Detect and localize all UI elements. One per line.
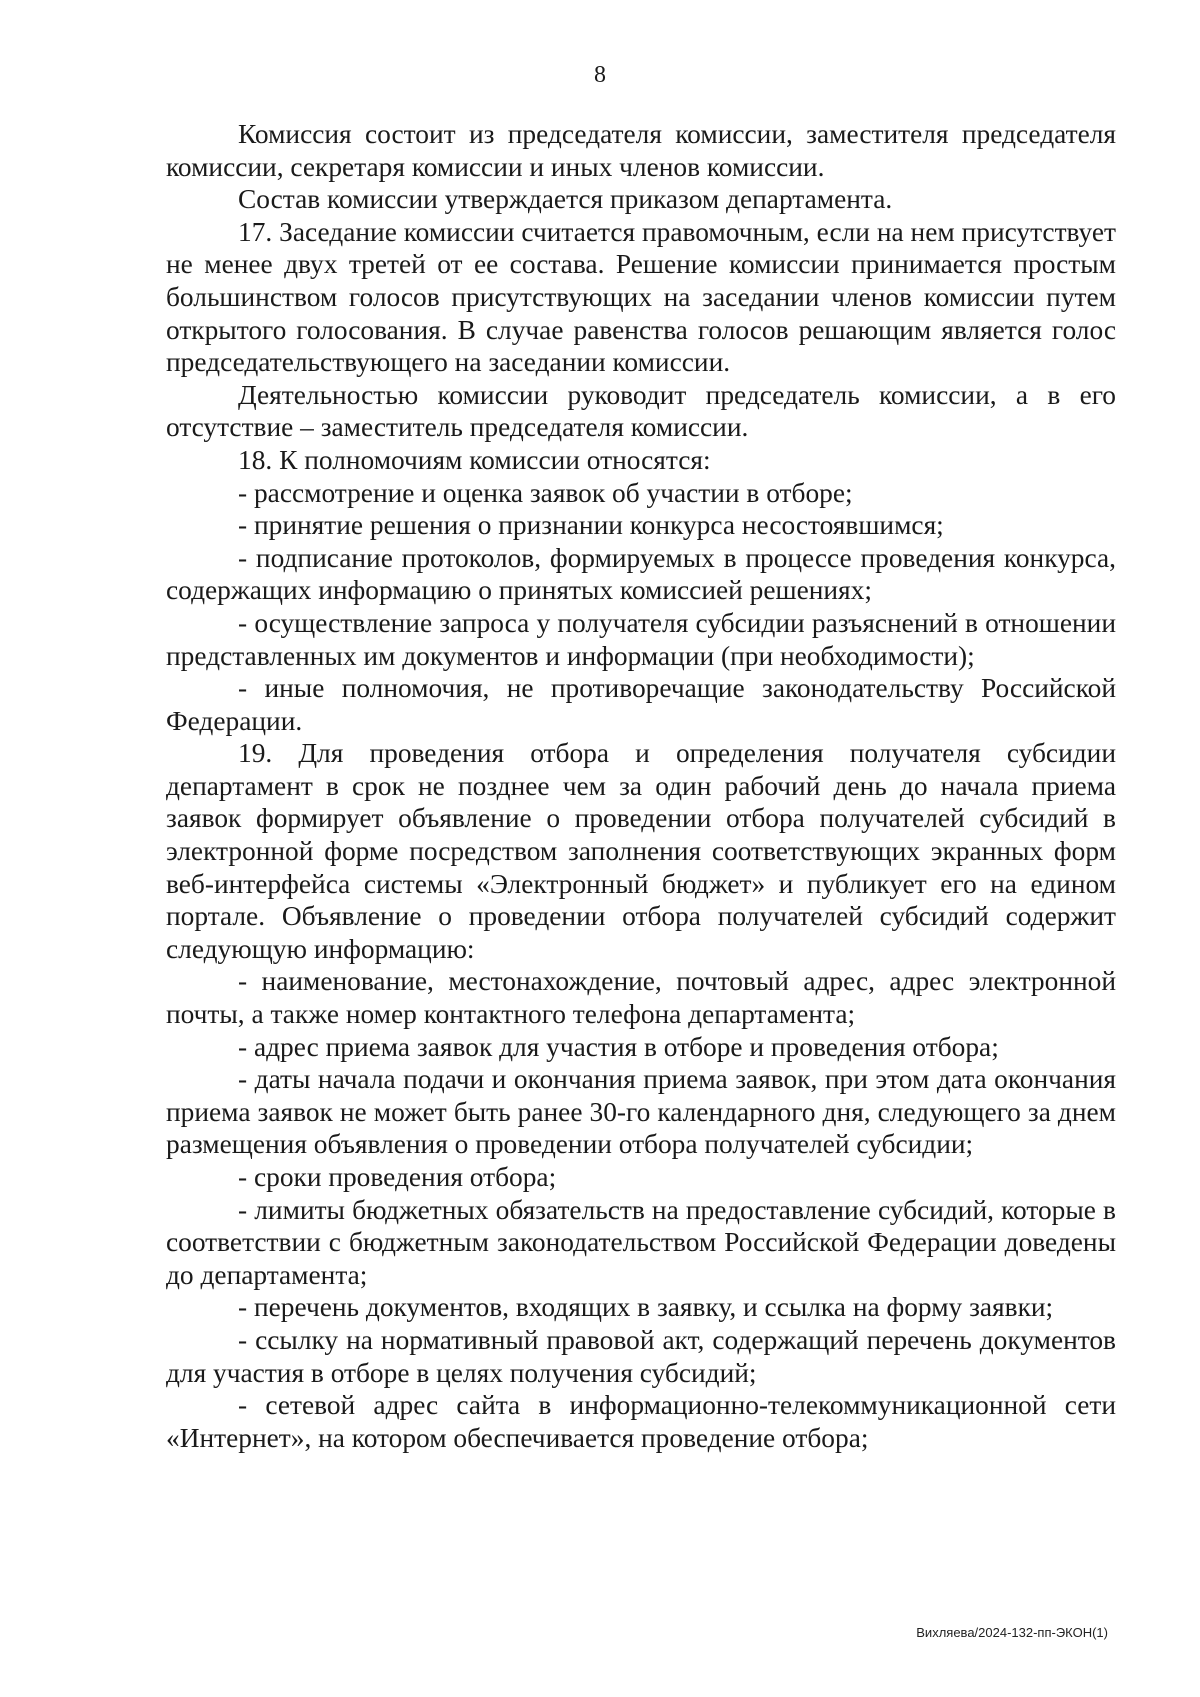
document-code: Вихляева/2024-132-пп-ЭКОН(1) bbox=[916, 1625, 1108, 1640]
list-item: - принятие решения о признании конкурса несостоявшимся; bbox=[238, 510, 944, 541]
list-item: - иные полномочия, не противоречащие законодательству Российской Федерации. bbox=[166, 673, 1116, 736]
list-item: - даты начала подачи и окончания приема заявок, при этом дата окончания приема заявок не может быть ранее 30-го календарного дня, следующего за днем размещения объявления о проведении отбора получателей субсидии; bbox=[166, 1064, 1116, 1160]
paragraph: 19. Для проведения отбора и определения получателя субсидии департамент в срок не позднее чем за один рабочий день до начала приема заявок формирует объявление о проведении отбора получателей субсидий в электронной форме посредством заполнения соответствующих экранных форм веб-интерфейса системы «Электронный бюджет» и публикует его на едином портале. Объявление о проведении отбора получателей субсидий содержит следующую информацию: bbox=[166, 738, 1116, 964]
list-item: - сроки проведения отбора; bbox=[238, 1162, 557, 1192]
list-item: - рассмотрение и оценка заявок об участии в отборе; bbox=[238, 477, 853, 508]
list-item: - перечень документов, входящих в заявку, и ссылка на форму заявки; bbox=[238, 1292, 1054, 1323]
list-item: - ссылку на нормативный правовой акт, содержащий перечень документов для участия в отборе в целях получения субсидий; bbox=[166, 1324, 1116, 1388]
paragraph: 17. Заседание комиссии считается правомочным, если на нем присутствует не менее двух третей от ее состава. Решение комиссии принимается простым большинством голосов присутствующих на заседании членов комиссии путем открытого голосования. В случае равенства голосов решающим является голос председательствующего на заседании комиссии. bbox=[166, 216, 1116, 378]
list-item: - адрес приема заявок для участия в отборе и проведения отбора; bbox=[238, 1031, 999, 1062]
paragraph: Деятельностью комиссии руководит председатель комиссии, а в его отсутствие – заместитель председателя комиссии. bbox=[166, 379, 1116, 443]
list-item: - лимиты бюджетных обязательств на предоставление субсидий, которые в соответствии с бюджетным законодательством Российской Федерации доведены до департамента; bbox=[166, 1194, 1116, 1290]
list-item: - подписание протоколов, формируемых в процессе проведения конкурса, содержащих информацию о принятых комиссией решениях; bbox=[166, 542, 1116, 606]
document-body bbox=[166, 118, 1116, 1454]
list-item: - осуществление запроса у получателя субсидии разъяснений в отношении представленных им документов и информации (при необходимости); bbox=[166, 607, 1116, 671]
page-number: 8 bbox=[594, 62, 606, 88]
list-item: - сетевой адрес сайта в информационно-телекоммуникационной сети «Интернет», на котором обеспечивается проведение отбора; bbox=[166, 1390, 1116, 1453]
list-item: - наименование, местонахождение, почтовый адрес, адрес электронной почты, а также номер контактного телефона департамента; bbox=[166, 966, 1116, 1030]
paragraph: Состав комиссии утверждается приказом департамента. bbox=[238, 184, 893, 215]
paragraph: Комиссия состоит из председателя комиссии, заместителя председателя комиссии, секретаря комиссии и иных членов комиссии. bbox=[166, 119, 1116, 182]
paragraph: 18. К полномочиям комиссии относятся: bbox=[238, 444, 711, 475]
